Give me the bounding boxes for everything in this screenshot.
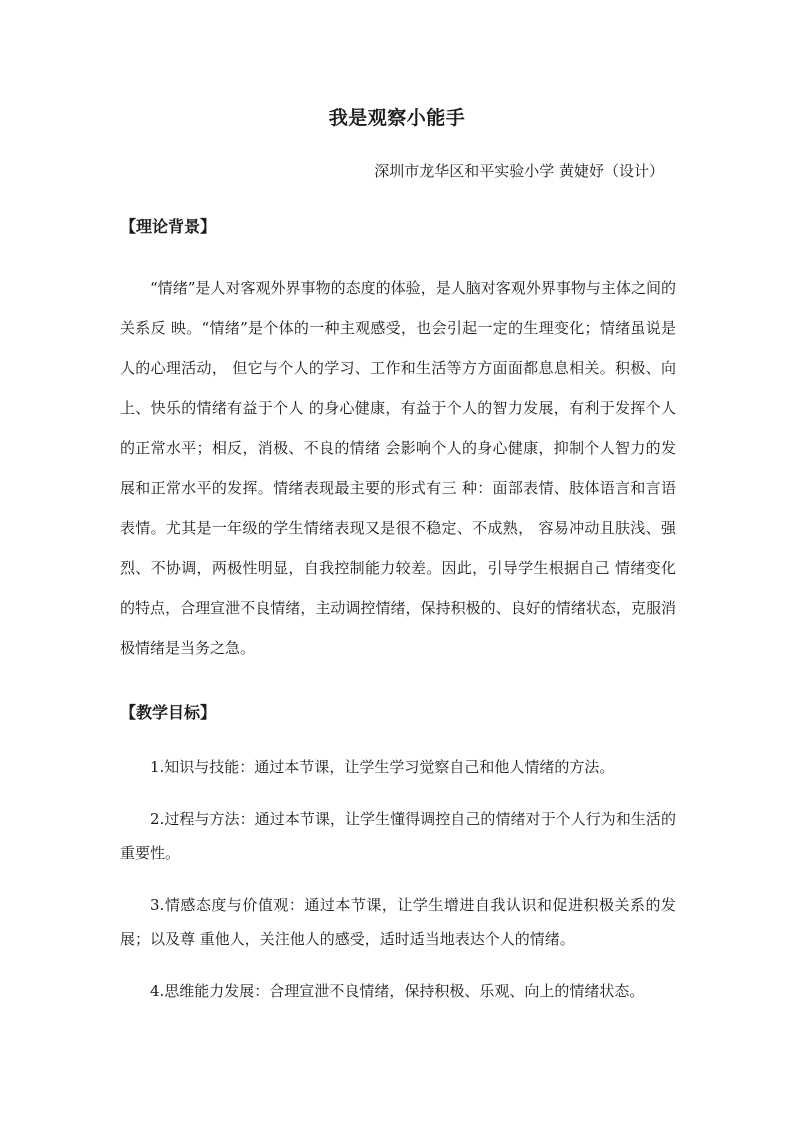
theory-heading: 【理论背景】 <box>120 217 217 236</box>
document-title: 我是观察小能手 <box>328 107 466 129</box>
author-line: 深圳市龙华区和平实验小学 黄婕妤（设计） <box>374 162 664 180</box>
goals-list <box>120 750 676 1026</box>
goal-item: 2.过程与方法：通过本节课，让学生懂得调控自己的情绪对于个人行为和生活的重要性。 <box>120 810 676 862</box>
goals-heading: 【教学目标】 <box>120 703 217 722</box>
goal-item: 4.思维能力发展：合理宣泄不良情绪，保持积极、乐观、向上的情绪状态。 <box>150 982 645 1000</box>
goal-item: 3.情感态度与价值观：通过本节课，让学生增进自我认识和促进积极关系的发展；以及尊 重他人，关注他人的感受，适时适当地表达个人的情绪。 <box>120 896 676 948</box>
theory-paragraph: “情绪”是人对客观外界事物的态度的体验，是人脑对客观外界事物与主体之间的关系反 映。“情绪”是个体的一种主观感受，也会引起一定的生理变化；情绪虽说是人的心理活动， 但它与个人的学习、工作和生活等方方面面都息息相关。积极、向上、快乐的情绪有益于个人 的身心健康，有益于个人的智力发展，有利于发挥个人的正常水平；相反，消极、不良的情绪 会影响个人的身心健康，抑制个人智力的发展和正常水平的发挥。情绪表现最主要的形式有三 种：面部表情、肢体语言和言语表情。尤其是一年级的学生情绪表现又是很不稳定、不成熟， 容易冲动且肤浅、强烈、不协调，两极性明显，自我控制能力较差。因此，引导学生根据自己 情绪变化的特点，合理宣泄不良情绪，主动调控情绪，保持积极的、良好的情绪状态，克服消极情绪是当务之急。 <box>120 279 676 657</box>
goal-item: 1.知识与技能：通过本节课，让学生学习觉察自己和他人情绪的方法。 <box>150 758 615 776</box>
